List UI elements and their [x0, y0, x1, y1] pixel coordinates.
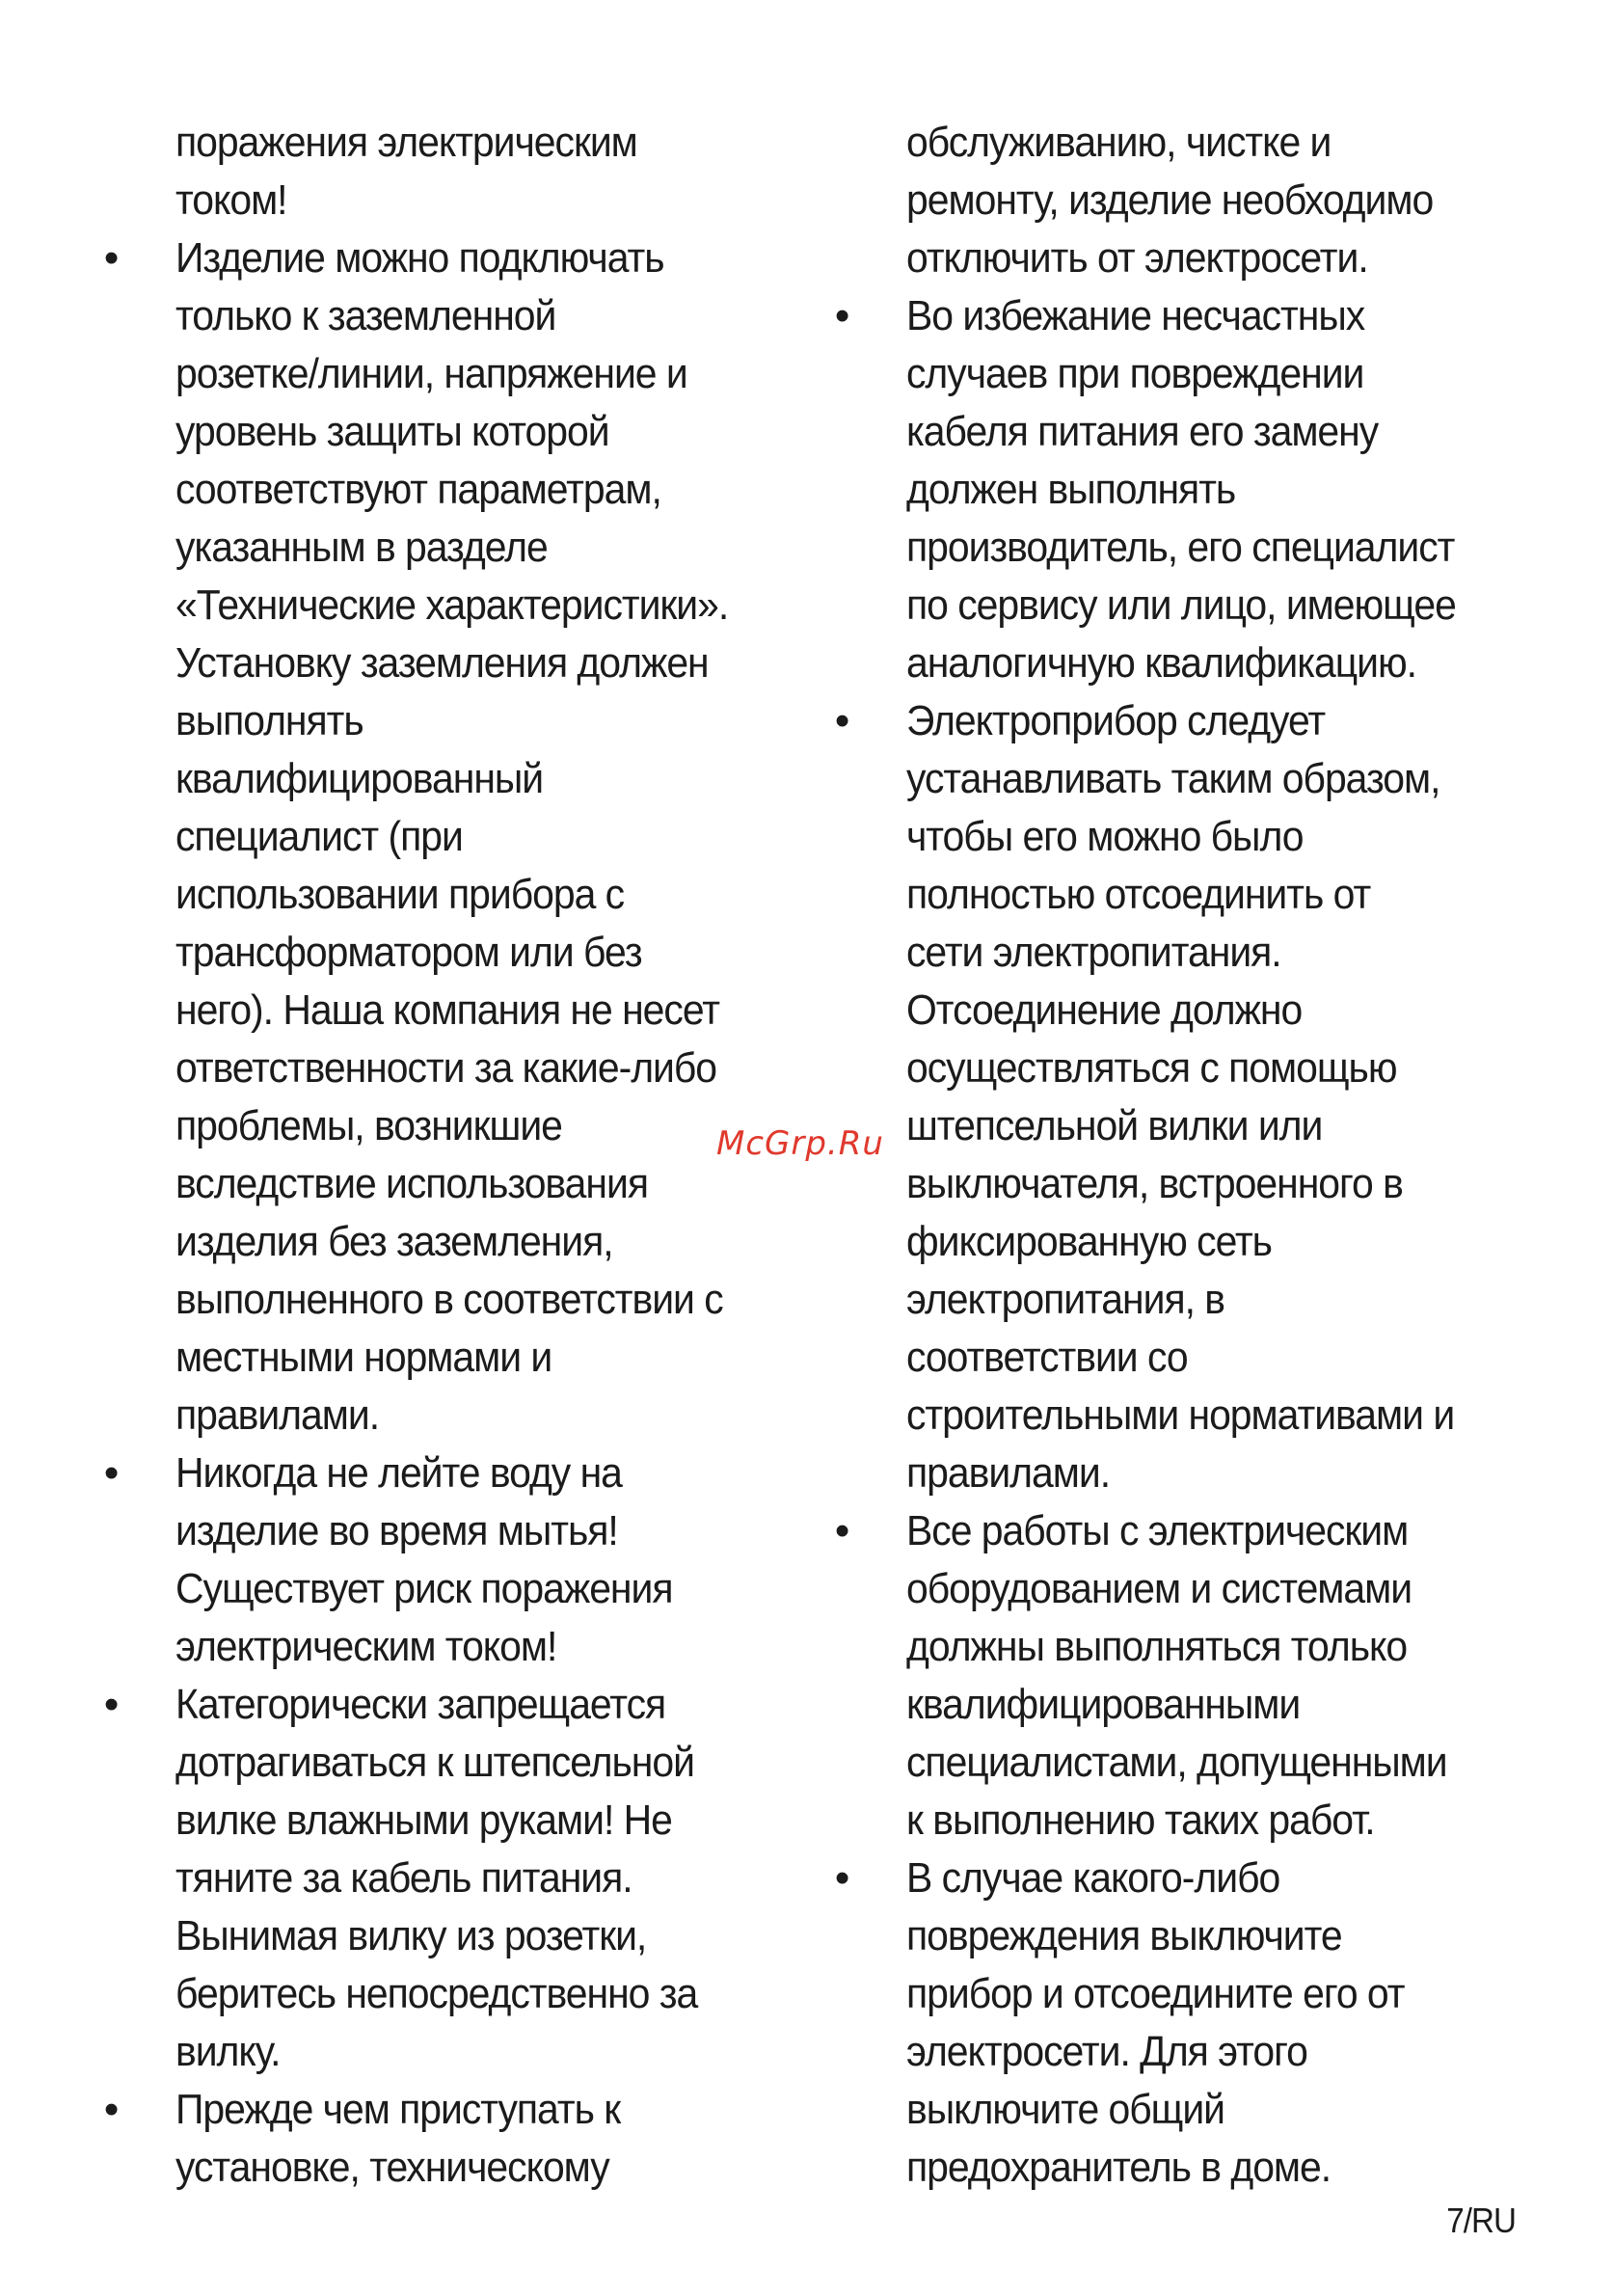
text-line: трансформатором или без	[175, 929, 642, 976]
bullet-marker: •	[103, 234, 119, 282]
text-line: установке, техническому	[175, 2144, 609, 2191]
text-line: правилами.	[175, 1391, 380, 1439]
text-line: использовании прибора с	[175, 871, 625, 918]
text-line: должны выполняться только	[906, 1623, 1408, 1670]
text-line: ответственности за какие-либо	[175, 1044, 717, 1092]
bullet-list-item	[827, 1502, 1541, 1850]
bullet-list-item	[827, 1850, 1541, 2197]
text-line: проблемы, возникшие	[175, 1102, 562, 1149]
text-line: Категорически запрещается	[175, 1681, 666, 1728]
text-line: выключателя, встроенного в	[906, 1160, 1403, 1207]
bullet-list-item	[827, 287, 1541, 692]
text-line: ремонту, изделие необходимо	[906, 176, 1434, 224]
continued-paragraph	[827, 114, 1541, 287]
text-line: электрическим током!	[175, 1623, 557, 1670]
text-line: вилку.	[175, 2028, 281, 2075]
bullet-marker: •	[103, 2086, 119, 2133]
bullet-list-item	[827, 692, 1541, 1502]
text-line: устанавливать таким образом,	[906, 755, 1440, 802]
text-line: В случае какого-либо	[906, 1854, 1280, 1902]
text-line: Существует риск поражения	[175, 1565, 673, 1612]
text-line: розетке/линии, напряжение и	[175, 350, 687, 397]
bullet-list-item	[96, 2081, 829, 2197]
text-line: квалифицированный	[175, 755, 544, 802]
text-line: к выполнению таких работ.	[906, 1796, 1375, 1844]
text-line: него). Наша компания не несет	[175, 986, 719, 1034]
text-line: по сервису или лицо, имеющее	[906, 581, 1456, 629]
text-line: специалистами, допущенными	[906, 1739, 1447, 1786]
text-line: электропитания, в	[906, 1276, 1224, 1323]
text-line: только к заземленной	[175, 292, 556, 339]
text-line: Изделие можно подключать	[175, 234, 664, 282]
text-line: обслуживанию, чистке и	[906, 119, 1332, 166]
text-line: вилке влажными руками! Не	[175, 1796, 672, 1844]
text-line: дотрагиваться к штепсельной	[175, 1739, 694, 1786]
text-line: соответствуют параметрам,	[175, 466, 661, 513]
text-line: правилами.	[906, 1449, 1111, 1497]
page-number: 7/RU	[1446, 2201, 1516, 2240]
text-line: выключите общий	[906, 2086, 1225, 2133]
text-line: случаев при повреждении	[906, 350, 1364, 397]
continued-paragraph	[96, 114, 829, 230]
text-line: производитель, его специалист	[906, 524, 1455, 571]
text-line: полностью отсоединить от	[906, 871, 1371, 918]
text-line: поражения электрическим	[175, 119, 637, 166]
text-line: предохранитель в доме.	[906, 2144, 1332, 2191]
text-line: кабеля питания его замену	[906, 408, 1379, 455]
bullet-list-item	[96, 1676, 829, 2081]
text-line: местными нормами и	[175, 1334, 552, 1381]
text-line: оборудованием и системами	[906, 1565, 1412, 1612]
text-line: соответствии со	[906, 1334, 1188, 1381]
text-line: вследствие использования	[175, 1160, 648, 1207]
text-line: Прежде чем приступать к	[175, 2086, 621, 2133]
text-line: чтобы его можно было	[906, 813, 1304, 860]
bullet-marker: •	[834, 1854, 849, 1902]
text-line: сети электропитания.	[906, 929, 1281, 976]
bullet-marker: •	[834, 292, 849, 339]
text-line: специалист (при	[175, 813, 463, 860]
text-line: Отсоединение должно	[906, 986, 1303, 1034]
text-line: Все работы с электрическим	[906, 1507, 1409, 1554]
text-line: Во избежание несчастных	[906, 292, 1365, 339]
text-line: штепсельной вилки или	[906, 1102, 1323, 1149]
text-line: выполненного в соответствии с	[175, 1276, 723, 1323]
text-line: фиксированную сеть	[906, 1218, 1272, 1265]
text-line: изделие во время мытья!	[175, 1507, 618, 1554]
text-line: прибор и отсоедините его от	[906, 1970, 1405, 2017]
text-line: уровень защиты которой	[175, 408, 609, 455]
bullet-list-item	[96, 230, 829, 1445]
right-column	[827, 114, 1541, 2197]
text-line: указанным в разделе	[175, 524, 548, 571]
text-line: током!	[175, 176, 287, 224]
text-line: квалифицированными	[906, 1681, 1301, 1728]
bullet-marker: •	[834, 697, 849, 744]
text-line: электросети. Для этого	[906, 2028, 1307, 2075]
text-line: должен выполнять	[906, 466, 1236, 513]
text-line: Установку заземления должен	[175, 639, 709, 687]
text-line: повреждения выключите	[906, 1912, 1342, 1959]
bullet-list-item	[96, 1445, 829, 1676]
bullet-marker: •	[103, 1449, 119, 1497]
text-line: Электроприбор следует	[906, 697, 1326, 744]
text-line: выполнять	[175, 697, 363, 744]
text-line: Вынимая вилку из розетки,	[175, 1912, 647, 1959]
text-line: «Технические характеристики».	[175, 581, 729, 629]
bullet-marker: •	[834, 1507, 849, 1554]
text-line: изделия без заземления,	[175, 1218, 613, 1265]
watermark: McGrp.Ru	[716, 1124, 884, 1163]
text-line: тяните за кабель питания.	[175, 1854, 632, 1902]
text-line: осуществляться с помощью	[906, 1044, 1397, 1092]
text-line: отключить от электросети.	[906, 234, 1368, 282]
text-line: беритесь непосредственно за	[175, 1970, 698, 2017]
text-line: строительными нормативами и	[906, 1391, 1455, 1439]
bullet-marker: •	[103, 1681, 119, 1728]
text-line: аналогичную квалификацию.	[906, 639, 1416, 687]
text-line: Никогда не лейте воду на	[175, 1449, 622, 1497]
